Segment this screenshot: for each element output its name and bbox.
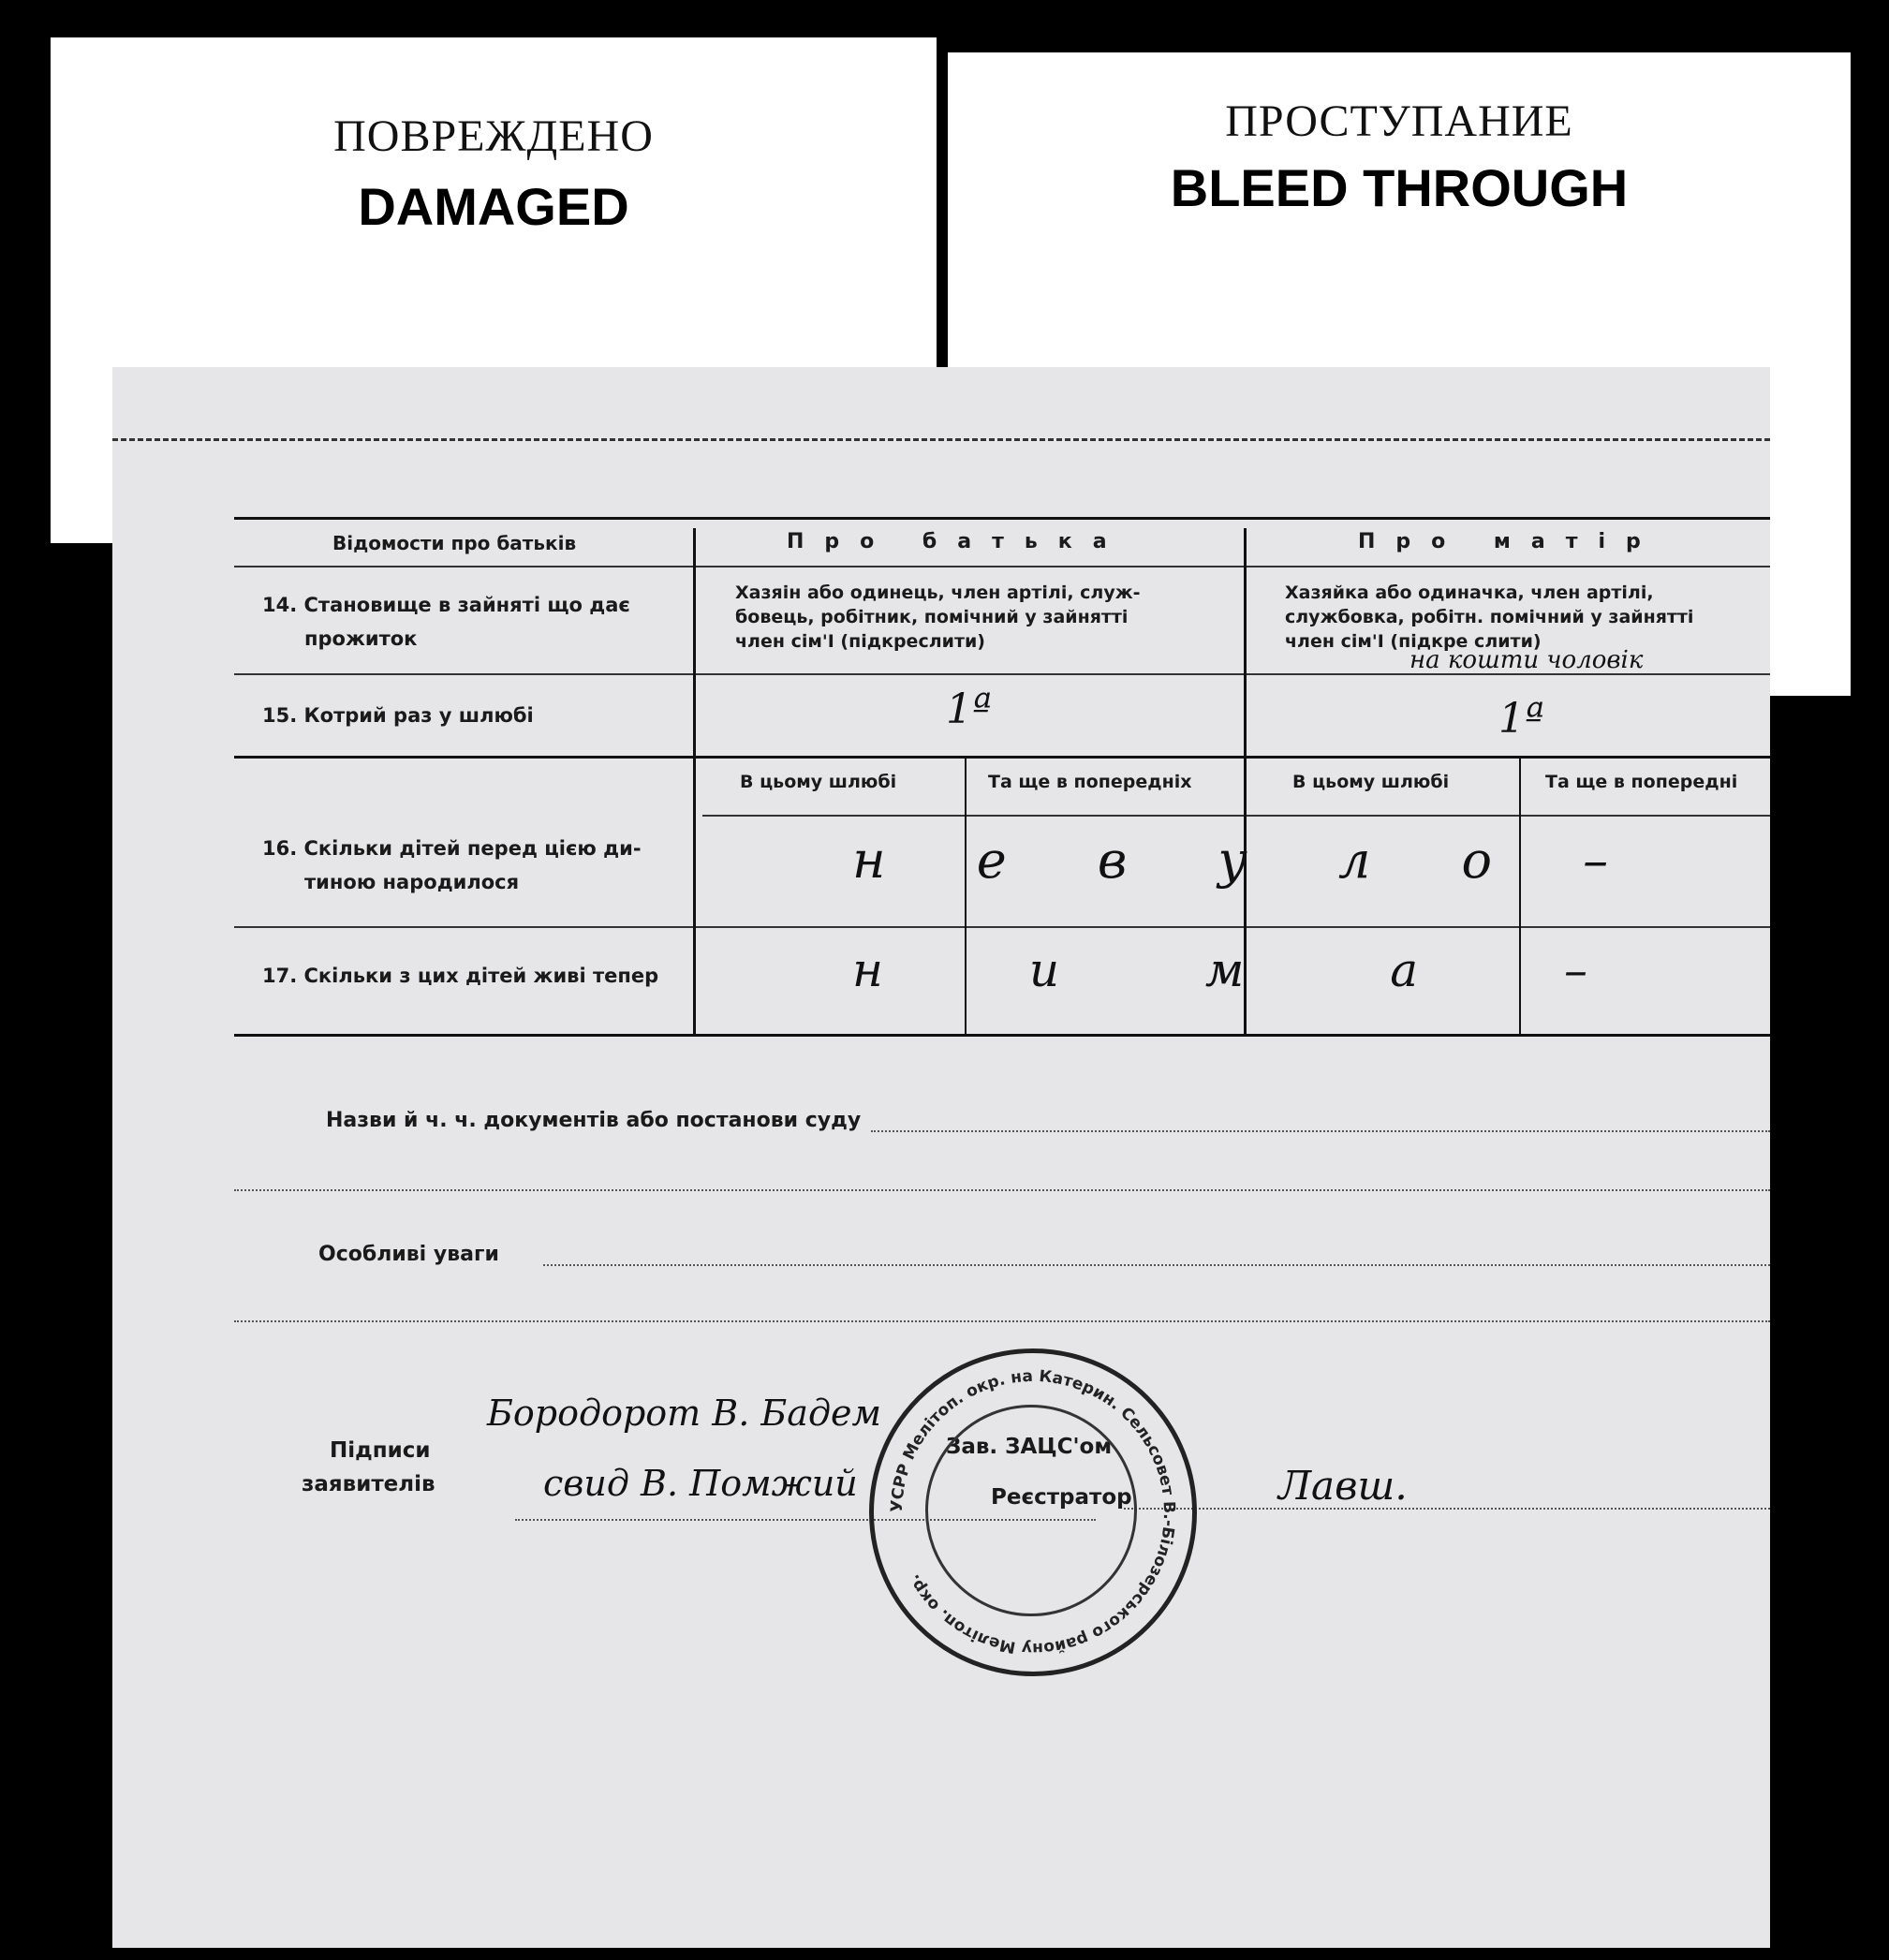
perforation-line bbox=[112, 438, 1770, 441]
subheader-mother-this-marriage: В цьому шлюбі bbox=[1292, 772, 1450, 792]
applicant-signature-2: свид В. Помжий bbox=[543, 1463, 858, 1504]
subheader-mother-previous: Та ще в попередні bbox=[1545, 772, 1738, 792]
damaged-en-text: DAMAGED bbox=[358, 177, 629, 236]
registrar-signature: Лавш. bbox=[1278, 1463, 1408, 1509]
row15-label: 15. Котрий раз у шлюбі bbox=[262, 704, 534, 727]
row14-label-1: 14. Становище в зайняті що дає bbox=[262, 594, 630, 616]
table-top-rule bbox=[234, 517, 1770, 520]
bleed-through-en-text: BLEED THROUGH bbox=[1170, 158, 1629, 217]
table-bottom-rule bbox=[234, 1034, 1770, 1037]
row16-label-2: тиною народилося bbox=[304, 871, 520, 893]
col1-divider bbox=[693, 528, 696, 1034]
subheader-rule bbox=[702, 815, 1770, 817]
row14-mother-2: службовка, робітн. помічний у зайнятті bbox=[1285, 607, 1694, 627]
row15-mother-handwriting: 1ª bbox=[1498, 695, 1544, 743]
bleed-through-ru-text: ПРОСТУПАНИЕ bbox=[1225, 96, 1573, 146]
signatures-label-2: заявителів bbox=[302, 1472, 435, 1496]
document-page bbox=[112, 367, 1770, 1948]
applicant-signature-1: Бородорот В. Бадем bbox=[487, 1393, 882, 1434]
header-about-father: Про батька bbox=[787, 530, 1128, 553]
official-stamp bbox=[869, 1348, 1197, 1676]
signatures-label-1: Підписи bbox=[330, 1438, 431, 1463]
row14-mother-1: Хазяйка або одиначка, член артілі, bbox=[1285, 582, 1654, 603]
row14-label-2: прожиток bbox=[304, 627, 418, 650]
row14-mother-3: член сім'І (підкре слити) bbox=[1285, 631, 1542, 652]
row14-father-2: бовець, робітник, помічний у зайнятті bbox=[735, 607, 1129, 627]
documents-dotted-line-2 bbox=[234, 1189, 1770, 1191]
header-rule bbox=[234, 566, 1770, 567]
row14-mother-handwriting: на кошти чоловік bbox=[1409, 646, 1644, 674]
registrar-label: Реєстратор bbox=[991, 1485, 1132, 1510]
row16-label-1: 16. Скільки дітей перед цією ди- bbox=[262, 837, 642, 860]
header-parents-info: Відомости про батьків bbox=[332, 532, 577, 554]
row17-handwriting: н и м а – bbox=[852, 943, 1653, 997]
remarks-dotted-line-2 bbox=[234, 1320, 1770, 1322]
row17-label: 17. Скільки з цих дітей живі тепер bbox=[262, 965, 659, 987]
row15-father-handwriting: 1ª bbox=[946, 685, 992, 733]
header-about-mother: Про матір bbox=[1358, 530, 1661, 553]
stamp-circular-text bbox=[874, 1353, 1192, 1672]
documents-label: Назви й ч. ч. документів або постанови суду bbox=[326, 1109, 862, 1132]
registrar-dotted-line bbox=[1124, 1508, 1770, 1510]
row15-rule bbox=[234, 756, 1770, 759]
remarks-label: Особливі уваги bbox=[318, 1243, 499, 1266]
svg-text:УСРР Мелітоп. окр. на Катерин.: УСРР Мелітоп. окр. на Катерин. Сельсовет В.-Білозерського району Мелітоп. окр. bbox=[887, 1366, 1179, 1658]
row16-handwriting: н е в у л о – bbox=[852, 831, 1646, 890]
documents-dotted-line bbox=[871, 1130, 1770, 1132]
row14-father-1: Хазяін або одинець, член артілі, служ- bbox=[735, 582, 1141, 603]
remarks-dotted-line bbox=[543, 1264, 1770, 1266]
row16-rule bbox=[234, 926, 1770, 928]
damaged-ru-text: ПОВРЕЖДЕНО bbox=[333, 111, 654, 161]
row14-father-3: член сім'І (підкреслити) bbox=[735, 631, 985, 652]
subheader-father-previous: Та ще в попередніх bbox=[988, 772, 1192, 792]
head-of-registry-label: Зав. ЗАЦС'ом bbox=[946, 1435, 1113, 1459]
subheader-father-this-marriage: В цьому шлюбі bbox=[740, 772, 897, 792]
